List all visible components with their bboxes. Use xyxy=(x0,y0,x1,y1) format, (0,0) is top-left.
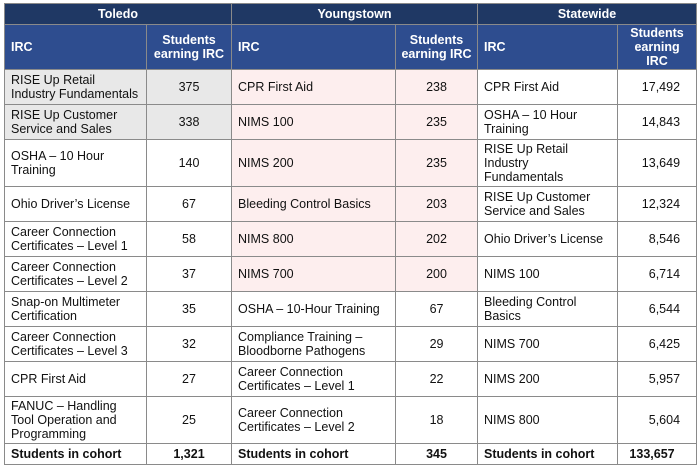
statewide-count-cell: 6,714 xyxy=(618,257,697,292)
toledo-count-cell: 338 xyxy=(147,105,232,140)
youngstown-irc-cell: Bleeding Control Basics xyxy=(232,187,396,222)
statewide-irc-cell: NIMS 700 xyxy=(478,327,618,362)
youngstown-cohort-label: Students in cohort xyxy=(232,444,396,465)
toledo-cohort-label: Students in cohort xyxy=(5,444,147,465)
statewide-count-cell: 12,324 xyxy=(618,187,697,222)
youngstown-irc-cell: NIMS 700 xyxy=(232,257,396,292)
toledo-count-cell: 35 xyxy=(147,292,232,327)
toledo-irc-cell: Ohio Driver’s License xyxy=(5,187,147,222)
toledo-irc-cell: Career Connection Certificates – Level 2 xyxy=(5,257,147,292)
youngstown-cohort-total: 345 xyxy=(396,444,478,465)
youngstown-count-cell: 200 xyxy=(396,257,478,292)
toledo-irc-cell: CPR First Aid xyxy=(5,362,147,397)
toledo-irc-cell: Snap-on Multimeter Certification xyxy=(5,292,147,327)
youngstown-count-cell: 235 xyxy=(396,105,478,140)
toledo-count-cell: 37 xyxy=(147,257,232,292)
toledo-count-cell: 32 xyxy=(147,327,232,362)
toledo-irc-cell: Career Connection Certificates – Level 3 xyxy=(5,327,147,362)
toledo-students-header: Students earning IRC xyxy=(147,25,232,70)
toledo-irc-cell: RISE Up Retail Industry Fundamentals xyxy=(5,70,147,105)
toledo-count-cell: 25 xyxy=(147,397,232,444)
statewide-count-cell: 6,544 xyxy=(618,292,697,327)
youngstown-irc-cell: NIMS 100 xyxy=(232,105,396,140)
statewide-count-cell: 6,425 xyxy=(618,327,697,362)
youngstown-irc-cell: OSHA – 10-Hour Training xyxy=(232,292,396,327)
cohort-total-row xyxy=(5,444,697,465)
youngstown-irc-cell: NIMS 200 xyxy=(232,140,396,187)
table-row xyxy=(5,257,697,292)
statewide-count-cell: 5,957 xyxy=(618,362,697,397)
toledo-irc-cell: Career Connection Certificates – Level 1 xyxy=(5,222,147,257)
toledo-count-cell: 27 xyxy=(147,362,232,397)
statewide-count-cell: 8,546 xyxy=(618,222,697,257)
statewide-cohort-label: Students in cohort xyxy=(478,444,618,465)
irc-comparison-table xyxy=(4,3,697,465)
youngstown-header: Youngstown xyxy=(232,4,478,25)
table-row xyxy=(5,187,697,222)
table-row xyxy=(5,70,697,105)
statewide-irc-cell: RISE Up Customer Service and Sales xyxy=(478,187,618,222)
statewide-irc-cell: Ohio Driver’s License xyxy=(478,222,618,257)
statewide-count-cell: 5,604 xyxy=(618,397,697,444)
statewide-count-cell: 14,843 xyxy=(618,105,697,140)
toledo-count-cell: 67 xyxy=(147,187,232,222)
toledo-cohort-total: 1,321 xyxy=(147,444,232,465)
statewide-irc-cell: CPR First Aid xyxy=(478,70,618,105)
youngstown-irc-cell: Career Connection Certificates – Level 2 xyxy=(232,397,396,444)
statewide-irc-cell: NIMS 800 xyxy=(478,397,618,444)
youngstown-count-cell: 202 xyxy=(396,222,478,257)
toledo-irc-header: IRC xyxy=(5,25,147,70)
youngstown-count-cell: 203 xyxy=(396,187,478,222)
statewide-header: Statewide xyxy=(478,4,697,25)
toledo-header: Toledo xyxy=(5,4,232,25)
toledo-irc-cell: OSHA – 10 Hour Training xyxy=(5,140,147,187)
statewide-irc-cell: NIMS 100 xyxy=(478,257,618,292)
statewide-irc-header: IRC xyxy=(478,25,618,70)
table-row xyxy=(5,397,697,444)
statewide-students-header: Students earning IRC xyxy=(618,25,697,70)
youngstown-irc-cell: NIMS 800 xyxy=(232,222,396,257)
statewide-irc-cell: OSHA – 10 Hour Training xyxy=(478,105,618,140)
youngstown-count-cell: 67 xyxy=(396,292,478,327)
toledo-count-cell: 58 xyxy=(147,222,232,257)
youngstown-irc-cell: Compliance Training – Bloodborne Pathogens xyxy=(232,327,396,362)
youngstown-count-cell: 235 xyxy=(396,140,478,187)
toledo-irc-cell: RISE Up Customer Service and Sales xyxy=(5,105,147,140)
toledo-irc-cell: FANUC – Handling Tool Operation and Programming xyxy=(5,397,147,444)
statewide-irc-cell: NIMS 200 xyxy=(478,362,618,397)
youngstown-count-cell: 29 xyxy=(396,327,478,362)
toledo-count-cell: 375 xyxy=(147,70,232,105)
youngstown-irc-cell: Career Connection Certificates – Level 1 xyxy=(232,362,396,397)
table-row xyxy=(5,105,697,140)
youngstown-irc-header: IRC xyxy=(232,25,396,70)
table-row xyxy=(5,292,697,327)
youngstown-count-cell: 22 xyxy=(396,362,478,397)
table-row xyxy=(5,222,697,257)
table-row xyxy=(5,362,697,397)
table-row xyxy=(5,140,697,187)
youngstown-students-header: Students earning IRC xyxy=(396,25,478,70)
column-header-row xyxy=(5,25,697,70)
statewide-count-cell: 17,492 xyxy=(618,70,697,105)
statewide-irc-cell: RISE Up Retail Industry Fundamentals xyxy=(478,140,618,187)
youngstown-irc-cell: CPR First Aid xyxy=(232,70,396,105)
youngstown-count-cell: 18 xyxy=(396,397,478,444)
statewide-irc-cell: Bleeding Control Basics xyxy=(478,292,618,327)
statewide-count-cell: 13,649 xyxy=(618,140,697,187)
table-row xyxy=(5,327,697,362)
youngstown-count-cell: 238 xyxy=(396,70,478,105)
statewide-cohort-total: 133,657 xyxy=(618,444,697,465)
city-header-row xyxy=(5,4,697,25)
toledo-count-cell: 140 xyxy=(147,140,232,187)
